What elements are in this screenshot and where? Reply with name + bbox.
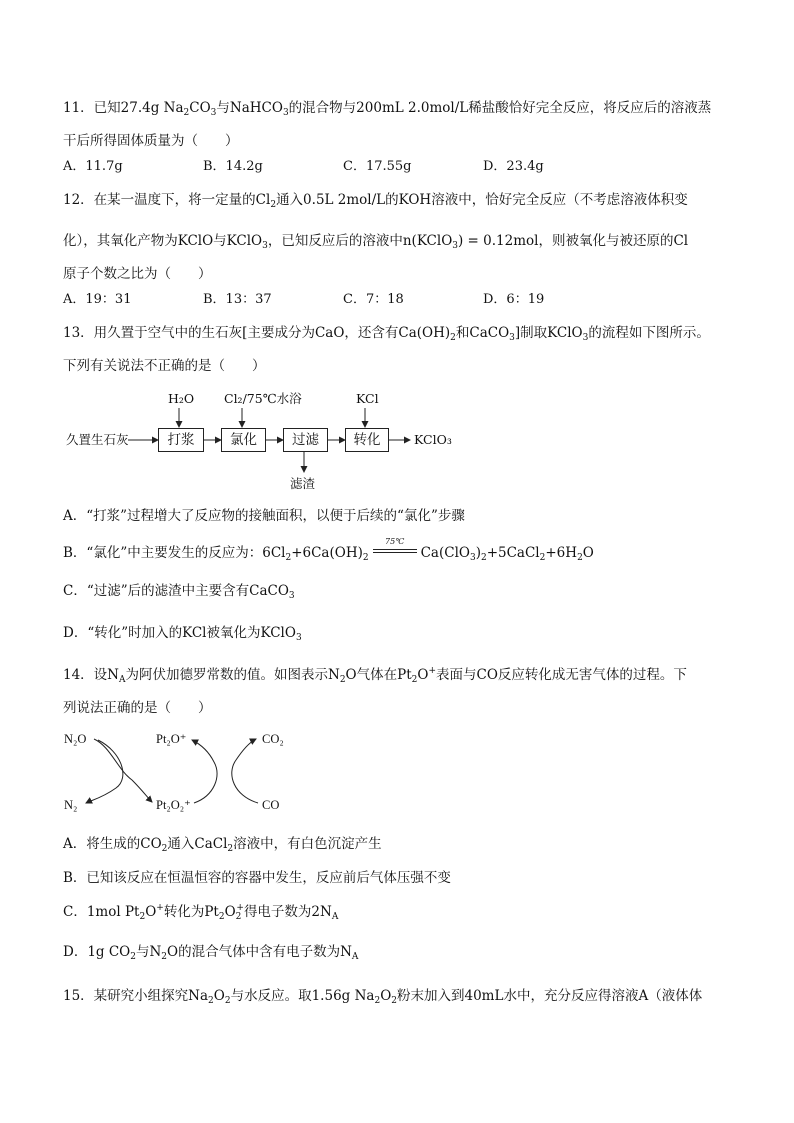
cycle-n2o-label: N₂O xyxy=(64,732,87,746)
flow-step-chlorination: 氯化 xyxy=(221,428,266,452)
q11-option-c: C．17.55g xyxy=(343,159,412,174)
reaction-condition: 75℃ xyxy=(385,537,405,546)
q11-stem-line1: 11．已知27.4g $Na_2CO_3$与NaHCO$_3$的混合物与200mL 2.0mol/L稀盐酸恰好完全反应，将反应后的溶液蒸 xyxy=(63,100,712,118)
q11-option-b: B．14.2g xyxy=(203,159,263,174)
q12-option-a: A．19：31 xyxy=(63,292,132,307)
q13-option-c: C．“过滤”后的滤渣中主要含有CaCO$_3$ xyxy=(63,583,295,601)
q13-option-b: B．“氯化”中主要发生的反应为：$6Cl_2+6Ca(OH)_2$ 75℃ $Ca(ClO_3)_2+5CaCl_2+6H_2O$ xyxy=(63,544,594,562)
cycle-pt2o-label: Pt₂O⁺ xyxy=(156,732,187,746)
flow-residue-label: 滤渣 xyxy=(290,476,316,491)
q11-option-a: A．11.7g xyxy=(63,159,123,174)
cycle-n2-label: N₂ xyxy=(64,798,78,812)
q12-option-b: B．13：37 xyxy=(203,292,272,307)
q12-stem-line1: 12．在某一温度下，将一定量的$Cl_2$通入0.5L 2mol/L的KOH溶液中，恰好完全反应（不考虑溶液体积变 xyxy=(63,192,688,210)
q12-option-d: D．6：19 xyxy=(483,292,545,307)
flow-output-label: KClO₃ xyxy=(414,432,452,447)
q14-option-b: B．已知该反应在恒温恒容的容器中发生，反应前后气体压强不变 xyxy=(63,870,451,886)
q14-option-a: A．将生成的$CO_2$通入CaCl$_2$溶液中，有白色沉淀产生 xyxy=(63,836,382,854)
flow-input-water: H₂O xyxy=(168,391,195,406)
q11-stem-line2: 干后所得固体质量为（ ） xyxy=(63,133,239,149)
q15-stem-line1: 15．某研究小组探究$Na_2O_2$与水反应。取1.56g $Na_2O_2$粉末加入到40mL水中，充分反应得溶液A（液体体 xyxy=(63,988,703,1006)
q12-option-c: C．7：18 xyxy=(343,292,404,307)
q12-stem-line2: 化），其氧化产物为KClO与KClO$_3$，已知反应后的溶液中n(KClO$_3$) = 0.12mol，则被氧化与被还原的Cl xyxy=(63,233,689,251)
q14-option-c: C．1mol $Pt_2O^+$转化为$Pt_2O_2^+$得电子数为$2N_A$ xyxy=(63,903,339,922)
q13-stem-line2: 下列有关说法不正确的是（ ） xyxy=(63,358,266,374)
cycle-co2-label: CO₂ xyxy=(262,732,284,746)
q13-option-a: A．“打浆”过程增大了反应物的接触面积，以便于后续的“氯化”步骤 xyxy=(63,508,465,524)
q13-stem-line1: 13．用久置于空气中的生石灰[主要成分为CaO，还含有$Ca(OH)_2$和CaCO$_3$]制取KClO$_3$的流程如下图所示。 xyxy=(63,325,710,343)
flow-input-chlorine: Cl₂/75℃水浴 xyxy=(224,391,302,406)
q11-option-d: D．23.4g xyxy=(483,159,544,174)
flow-step-slurry: 打浆 xyxy=(158,428,204,452)
cycle-pt2o2-label: Pt₂O₂⁺ xyxy=(156,798,191,812)
cycle-co-label: CO xyxy=(262,798,280,812)
q14-option-d: D．1g $CO_2$与$N_2O$的混合气体中含有电子数为$N_A$ xyxy=(63,944,359,962)
flow-step-filtration: 过滤 xyxy=(283,428,328,452)
q14-stem-line1: 14．设$N_A$为阿伏加德罗常数的值。如图表示$N_2O$气体在$Pt_2O^+$表面与CO反应转化成无害气体的过程。下 xyxy=(63,666,687,685)
q13-option-d: D．“转化”时加入的KCl被氧化为KClO$_3$ xyxy=(63,625,302,643)
flow-start-label: 久置生石灰 xyxy=(66,432,129,447)
q12-stem-line3: 原子个数之比为（ ） xyxy=(63,266,212,282)
flow-step-conversion: 转化 xyxy=(345,428,389,452)
flow-input-kcl: KCl xyxy=(356,391,379,406)
q14-stem-line2: 列说法正确的是（ ） xyxy=(63,700,212,716)
